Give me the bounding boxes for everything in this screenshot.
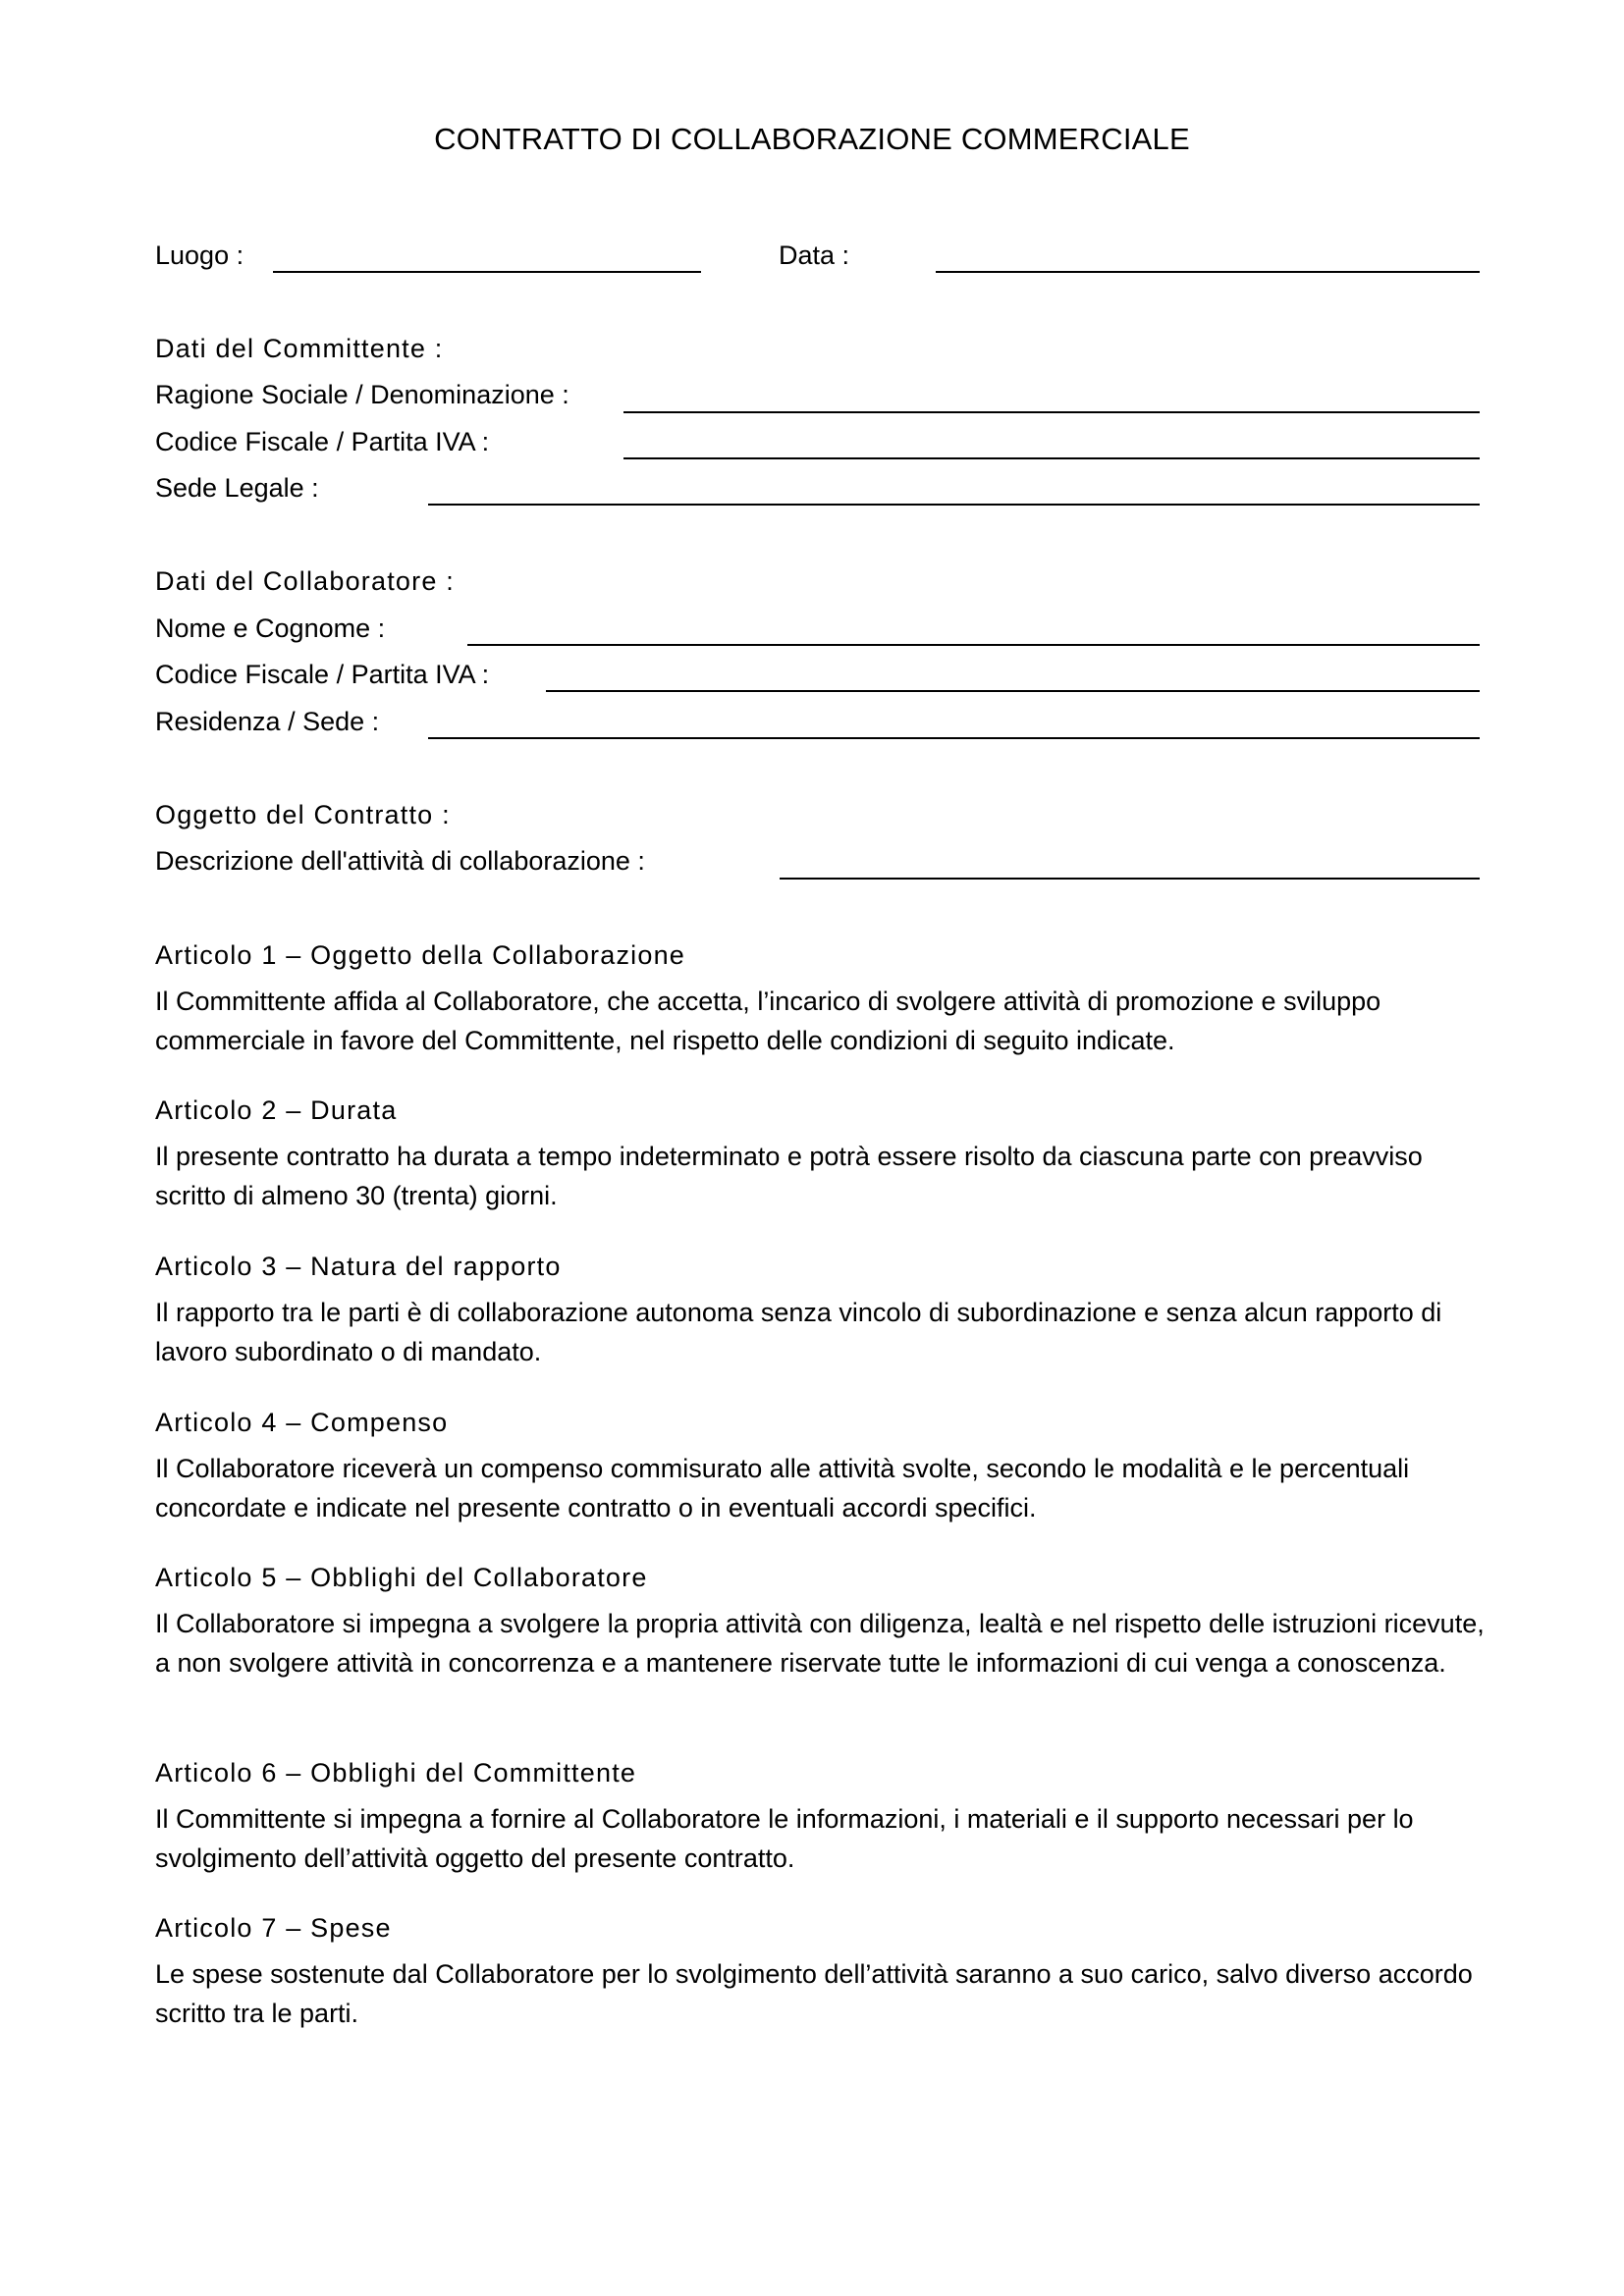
article-7-text: Le spese sostenute dal Collaboratore per lo svolgimento dell’attività saranno a suo carico, salvo diverso accordo scritto tra le parti. [155,1959,1473,2028]
data-field[interactable] [936,271,1480,273]
nome-cognome-label: Nome e Cognome : [155,614,386,643]
descrizione-field[interactable] [780,878,1480,880]
descrizione-label: Descrizione dell'attività di collaborazione : [155,846,645,876]
article-3-text: Il rapporto tra le parti è di collaborazione autonoma senza vincolo di subordinazione e senza alcun rapporto di lavoro subordinato o di mandato. [155,1298,1442,1366]
collaboratore-cf-field[interactable] [546,690,1480,692]
article-4-heading: Articolo 4 – Compenso [155,1408,449,1437]
luogo-label: Luogo : [155,240,244,270]
luogo-field[interactable] [273,271,701,273]
article-2-text: Il presente contratto ha durata a tempo indeterminato e potrà essere risolto da ciascuna parte con preavviso scritto di almeno 30 (trenta) giorni. [155,1142,1423,1210]
committente-heading: Dati del Committente : [155,334,444,363]
ragione-sociale-field[interactable] [623,411,1480,413]
ragione-sociale-label: Ragione Sociale / Denominazione : [155,380,569,409]
article-5-text: Il Collaboratore si impegna a svolgere la propria attività con diligenza, lealtà e nel rispetto delle istruzioni ricevute, a non svolgere attività in concorrenza e a mantenere riservate tutte le informazioni di cui venga a conoscenza. [155,1609,1485,1678]
article-1-text: Il Committente affida al Collaboratore, che accetta, l’incarico di svolgere attività di promozione e sviluppo commerciale in favore del Committente, nel rispetto delle condizioni di seguito indicate. [155,987,1381,1055]
nome-cognome-field[interactable] [467,644,1480,646]
collaboratore-cf-label: Codice Fiscale / Partita IVA : [155,660,490,689]
article-1-heading: Articolo 1 – Oggetto della Collaborazione [155,940,685,970]
collaboratore-heading: Dati del Collaboratore : [155,566,455,596]
residenza-label: Residenza / Sede : [155,707,380,736]
sede-legale-label: Sede Legale : [155,473,319,503]
article-2-heading: Articolo 2 – Durata [155,1095,398,1125]
data-label: Data : [779,240,850,270]
residenza-field[interactable] [428,737,1480,739]
article-3-heading: Articolo 3 – Natura del rapporto [155,1252,562,1281]
committente-cf-field[interactable] [623,457,1480,459]
sede-legale-field[interactable] [428,504,1480,506]
oggetto-heading: Oggetto del Contratto : [155,800,451,829]
committente-cf-label: Codice Fiscale / Partita IVA : [155,427,490,456]
article-4-text: Il Collaboratore riceverà un compenso commisurato alle attività svolte, secondo le modalità e le percentuali concordate e indicate nel presente contratto o in eventuali accordi specifici. [155,1454,1410,1522]
article-7-heading: Articolo 7 – Spese [155,1913,392,1943]
document-title: CONTRATTO DI COLLABORAZIONE COMMERCIALE [434,122,1190,156]
article-5-heading: Articolo 5 – Obblighi del Collaboratore [155,1563,648,1592]
article-6-text: Il Committente si impegna a fornire al Collaboratore le informazioni, i materiali e il supporto necessari per lo svolgimento dell’attività oggetto del presente contratto. [155,1804,1414,1873]
article-6-heading: Articolo 6 – Obblighi del Committente [155,1758,637,1788]
